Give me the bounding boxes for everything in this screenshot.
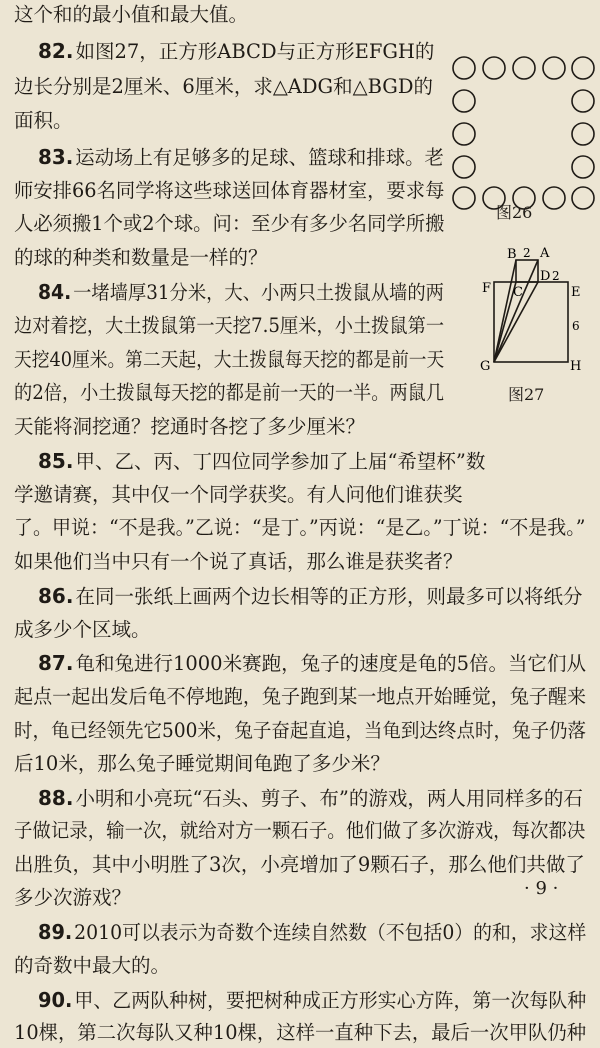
text-line bbox=[38, 648, 586, 678]
line-text: 子做记录，输一次，就给对方一颗石子。他们做了多次游戏，每次都决 bbox=[14, 819, 586, 842]
text-line bbox=[14, 0, 248, 30]
figure-27-two-squares bbox=[476, 244, 600, 380]
ring-circle bbox=[572, 90, 594, 112]
text-line bbox=[14, 513, 586, 543]
text-line bbox=[14, 176, 444, 206]
problem-number: 87. bbox=[38, 651, 74, 675]
figure-26-circle-ring bbox=[446, 48, 596, 218]
label-e: E bbox=[571, 285, 581, 300]
text-line bbox=[14, 951, 170, 981]
line-text: 学邀请赛，其中仅一个同学获奖。有人问他们谁获奖 bbox=[14, 483, 463, 506]
text-line bbox=[38, 985, 586, 1015]
problem-number: 89. bbox=[38, 920, 73, 944]
line-text: 多少次游戏？ bbox=[14, 886, 132, 909]
text-line bbox=[14, 72, 433, 102]
text-line bbox=[14, 816, 585, 846]
label-side-2: 2 bbox=[523, 246, 531, 260]
text-line bbox=[38, 142, 444, 172]
ring-circle bbox=[483, 57, 505, 79]
line-text: 起点一起出发后龟不停地跑，兔子跑到某一地点开始睡觉，兔子醒来 bbox=[14, 685, 587, 708]
text-line bbox=[14, 883, 131, 913]
ring-circle bbox=[453, 156, 475, 178]
line-text: 如图27，正方形ABCD与正方形EFGH的 bbox=[75, 40, 435, 63]
line-text: 的球的种类和数量是一样的？ bbox=[14, 246, 268, 269]
ring-circle bbox=[453, 187, 475, 209]
ring-circle bbox=[513, 57, 535, 79]
line-text: 天挖40厘米。第二天起，大土拨鼠每天挖的都是前一天 bbox=[14, 348, 445, 371]
line-text: 了。甲说：“不是我。”乙说：“是丁。”丙说：“是乙。”丁说：“不是我。” bbox=[14, 516, 586, 539]
line-text: 出胜负，其中小明胜了3次，小亮增加了9颗石子，那么他们共做了 bbox=[14, 853, 585, 876]
figure-26-caption: 图26 bbox=[496, 203, 533, 222]
figure-27-caption: 图27 bbox=[508, 385, 545, 404]
text-line bbox=[14, 716, 586, 746]
line-text: 边长分别是2厘米、6厘米，求△ADG和△BGD的 bbox=[14, 75, 434, 98]
label-side-2-right: 2 bbox=[552, 269, 560, 283]
problem-number: 88. bbox=[38, 786, 74, 810]
small-square-abcd bbox=[516, 260, 538, 282]
line-text: 一堵墙厚31分米，大、小两只土拨鼠从墙的两 bbox=[73, 281, 444, 304]
ring-circle bbox=[572, 123, 594, 145]
label-f: F bbox=[482, 281, 492, 296]
problem-number: 83. bbox=[38, 145, 74, 169]
line-text: 小明和小亮玩“石头、剪子、布”的游戏，两人用同样多的石 bbox=[75, 787, 583, 810]
text-line bbox=[14, 378, 444, 408]
line-text: 甲、乙两队种树，要把树种成正方形实心方阵，第一次每队种 bbox=[74, 989, 587, 1012]
label-g: G bbox=[480, 359, 491, 374]
line-text: 后10米，那么兔子睡觉期间龟跑了多少米？ bbox=[14, 752, 390, 775]
line-text: 成多少个区域。 bbox=[14, 618, 151, 641]
line-text: 如果他们当中只有一个说了真话，那么谁是获奖者？ bbox=[14, 550, 463, 573]
line-text: 的奇数中最大的。 bbox=[14, 954, 171, 977]
text-line bbox=[38, 277, 444, 307]
page-number: · 9 · bbox=[524, 878, 559, 899]
text-line bbox=[14, 209, 444, 239]
line-text: 面积。 bbox=[14, 109, 73, 132]
problem-number: 84. bbox=[38, 280, 72, 304]
line-text: 边对着挖，大土拨鼠第一天挖7.5厘米，小土拨鼠第一 bbox=[14, 314, 445, 337]
line-text: 龟和兔进行1000米赛跑，兔子的速度是龟的5倍。当它们从 bbox=[75, 652, 586, 675]
problem-number: 85. bbox=[38, 449, 74, 473]
label-side-6: 6 bbox=[572, 319, 580, 333]
text-line bbox=[14, 311, 444, 341]
segment-bg bbox=[494, 260, 516, 362]
problem-number: 90. bbox=[38, 988, 73, 1012]
line-text: 运动场上有足够多的足球、篮球和排球。老 bbox=[75, 146, 444, 169]
text-line bbox=[14, 106, 73, 136]
text-line bbox=[38, 783, 583, 813]
line-text: 人必须搬1个或2个球。问：至少有多少名同学所搬 bbox=[14, 212, 445, 235]
ring-circle bbox=[543, 57, 565, 79]
ring-circle bbox=[572, 57, 594, 79]
text-line bbox=[14, 480, 463, 510]
problem-number: 82. bbox=[38, 39, 74, 63]
ring-circle bbox=[543, 187, 565, 209]
ring-circle bbox=[453, 123, 475, 145]
text-line bbox=[14, 547, 463, 577]
problem-number: 86. bbox=[38, 584, 74, 608]
text-line bbox=[14, 850, 585, 880]
line-text: 在同一张纸上画两个边长相等的正方形，则最多可以将纸分 bbox=[75, 585, 583, 608]
ring-circle bbox=[453, 90, 475, 112]
label-b: B bbox=[507, 247, 517, 262]
ring-circle bbox=[572, 187, 594, 209]
text-line bbox=[14, 615, 151, 645]
text-line bbox=[38, 36, 434, 66]
line-text: 的2倍，小土拨鼠每天挖的都是前一天的一半。两鼠几 bbox=[14, 381, 445, 404]
text-line bbox=[14, 243, 268, 273]
ring-circle bbox=[572, 156, 594, 178]
line-text: 甲、乙、丙、丁四位同学参加了上届“希望杯”数 bbox=[75, 450, 486, 473]
line-text: 师安排66名同学将这些球送回体育器材室，要求每 bbox=[14, 179, 445, 202]
line-text: 时，龟已经领先它500米，兔子奋起直追，当龟到达终点时，兔子仍落 bbox=[14, 719, 586, 742]
ring-circle bbox=[453, 57, 475, 79]
label-c: C bbox=[513, 285, 523, 300]
text-line bbox=[14, 345, 444, 375]
text-line bbox=[38, 446, 485, 476]
text-line bbox=[38, 917, 586, 947]
text-line bbox=[14, 682, 586, 712]
line-text: 这个和的最小值和最大值。 bbox=[14, 3, 249, 26]
line-text: 天能将洞挖通？挖通时各挖了多少厘米？ bbox=[14, 415, 366, 438]
line-text: 10棵，第二次每队又种10棵，这样一直种下去，最后一次甲队仍种 bbox=[14, 1021, 587, 1044]
text-line bbox=[14, 749, 390, 779]
text-line bbox=[38, 581, 582, 611]
line-text: 2010可以表示为奇数个连续自然数（不包括0）的和，求这样 bbox=[74, 921, 587, 944]
label-d: D bbox=[540, 269, 551, 284]
text-line bbox=[14, 1018, 586, 1048]
label-h: H bbox=[570, 359, 582, 374]
label-a: A bbox=[540, 246, 550, 261]
text-line bbox=[14, 412, 365, 442]
